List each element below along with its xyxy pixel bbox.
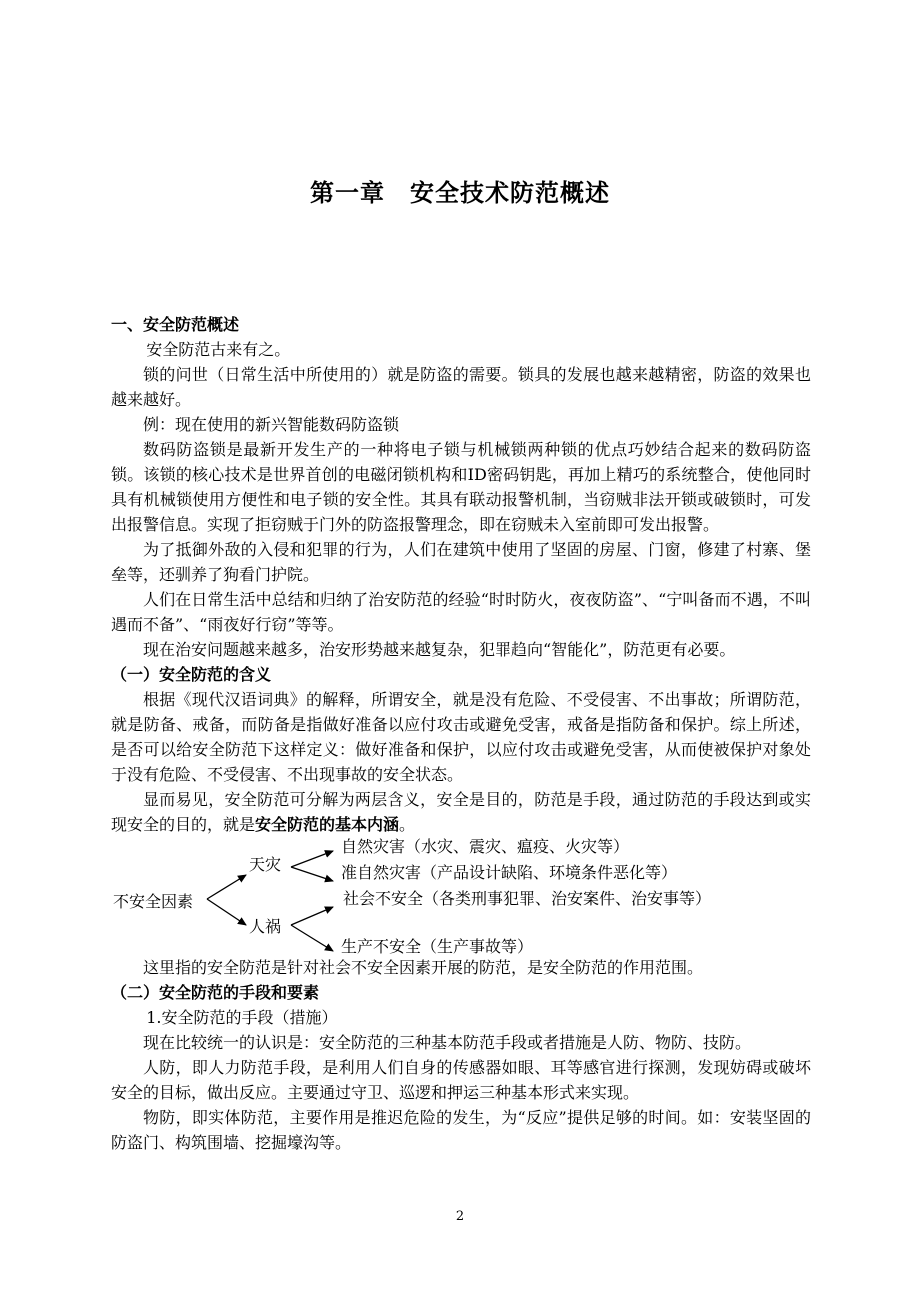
paragraph: 这里指的安全防范是针对社会不安全因素开展的防范，是安全防范的作用范围。: [143, 958, 704, 977]
paragraph: 锁的问世（日常生活中所使用的）就是防盗的需要。锁具的发展也越来越精密，防盗的效果也越来越好。: [111, 365, 811, 409]
chapter-title: 第一章 安全技术防范概述: [310, 179, 610, 207]
paragraph: 安全防范古来有之。: [146, 340, 291, 359]
diagram-leaf-quasi-natural: 准自然灾害（产品设计缺陷、环境条件恶化等）: [341, 863, 678, 882]
section-heading-overview: 一、安全防范概述: [111, 315, 240, 334]
arrow-to-human: [207, 899, 246, 925]
paragraph: 数码防盗锁是最新开发生产的一种将电子锁与机械锁两种锁的优点巧妙结合起来的数码防盗锁。该锁的核心技术是世界首创的电磁闭锁机构和ID密码钥匙，再加上精巧的系统整合，使他同时具有机械锁使用方便性和电子锁的安全性。其具有联动报警机制，当窃贼非法开锁或破锁时，可发出报警信息。实现了拒窃贼于门外的防盗报警理念，即在窃贼未入室前即可发出报警。: [111, 440, 811, 534]
diagram-leaf-natural-disaster: 自然灾害（水灾、震灾、瘟疫、火灾等）: [341, 837, 630, 856]
paragraph: 人防，即人力防范手段，是利用人们自身的传感器如眼、耳等感官进行探测，发现妨碍或破坏安全的目标，做出反应。主要通过守卫、巡逻和押运三种基本形式来实现。: [111, 1058, 811, 1102]
diagram-leaf-production: 生产不安全（生产事故等）: [341, 937, 534, 956]
paragraph: 为了抵御外敌的入侵和犯罪的行为，人们在建筑中使用了坚固的房屋、门窗，修建了村寨、堡垒等，还驯养了狗看门护院。: [111, 540, 811, 584]
arrow-to-leaf2: [291, 867, 333, 881]
diagram-root: 不安全因素: [113, 892, 194, 911]
text-span: 显而易见，安全防范可分解为两层含义，安全是目的，防范是手段，通过防范的手段达到或实现安全的目的，就是: [111, 790, 811, 834]
arrow-to-natural: [207, 875, 246, 899]
list-item: 1.安全防范的手段（措施）: [146, 1008, 338, 1027]
bold-term: 安全防范的基本内涵: [255, 815, 400, 834]
subsection-heading-meaning: （一）安全防范的含义: [111, 665, 272, 684]
arrow-to-leaf4: [291, 925, 333, 951]
text-span: 。: [399, 815, 416, 834]
unsafe-factors-diagram: [111, 837, 811, 955]
document-body: [111, 312, 811, 1155]
diagram-branch-natural: 天灾: [249, 855, 282, 874]
paragraph: [111, 787, 811, 837]
paragraph: 根据《现代汉语词典》的解释，所谓安全，就是没有危险、不受侵害、不出事故；所谓防范，就是防备、戒备，而防备是指做好准备以应付攻击或避免受害，戒备是指防备和保护。综上所述，是否可以给安全防范下这样定义：做好准备和保护，以应付攻击或避免受害，从而使被保护对象处于没有危险、不受侵害、不出现事故的安全状态。: [111, 690, 811, 784]
diagram-branch-human: 人祸: [249, 917, 282, 936]
paragraph: 例：现在使用的新兴智能数码防盗锁: [143, 415, 400, 434]
arrow-to-leaf3: [291, 907, 333, 925]
paragraph: 现在治安问题越来越多，治安形势越来越复杂，犯罪趋向“智能化”，防范更有必要。: [143, 640, 736, 659]
paragraph: 物防，即实体防范，主要作用是推迟危险的发生，为“反应”提供足够的时间。如：安装坚固的防盗门、构筑围墙、挖掘壕沟等。: [111, 1108, 811, 1152]
page-number: 2: [455, 1209, 465, 1224]
diagram-leaf-social: 社会不安全（各类刑事犯罪、治安案件、治安事等）: [343, 889, 712, 908]
subsection-heading-means: （二）安全防范的手段和要素: [111, 983, 320, 1002]
arrow-to-leaf1: [291, 851, 333, 867]
paragraph: 人们在日常生活中总结和归纳了治安防范的经验“时时防火，夜夜防盗”、“宁叫备而不遇，不叫遇而不备”、“雨夜好行窃”等等。: [111, 590, 811, 634]
paragraph: 现在比较统一的认识是：安全防范的三种基本防范手段或者措施是人防、物防、技防。: [143, 1033, 752, 1052]
